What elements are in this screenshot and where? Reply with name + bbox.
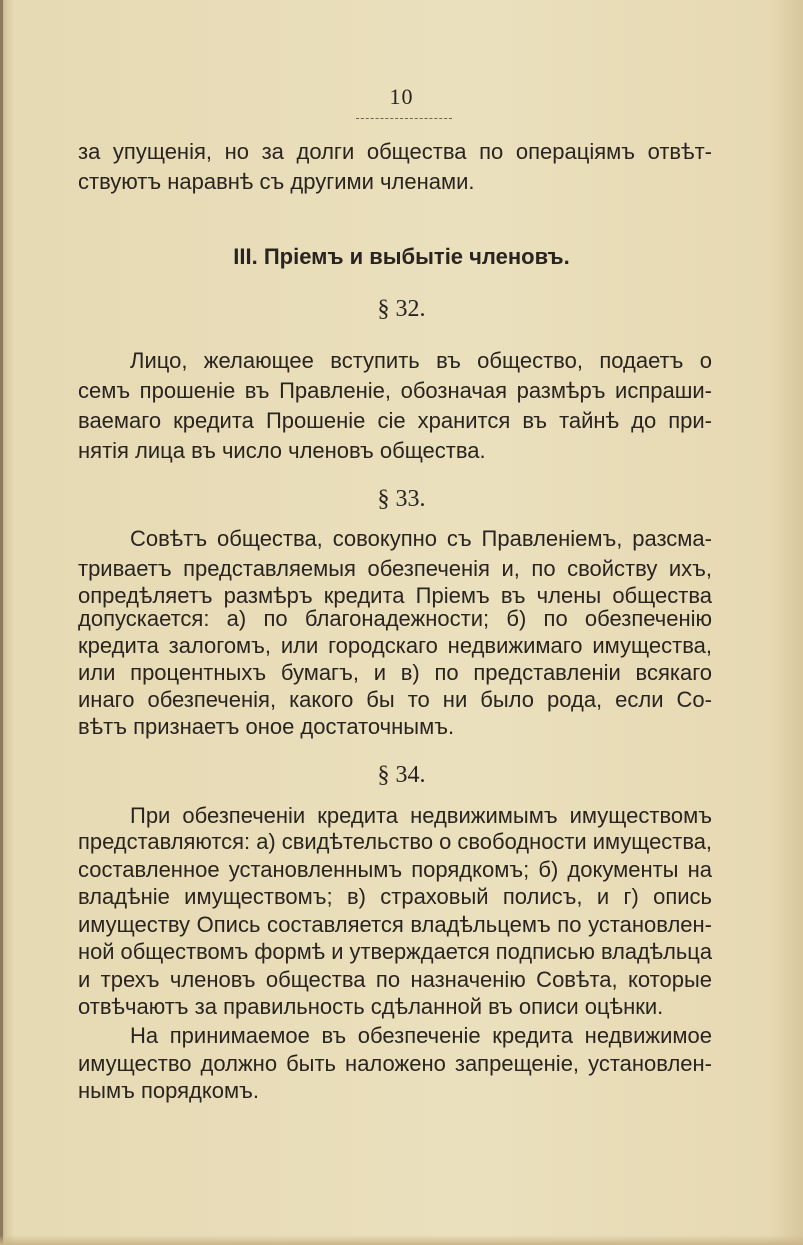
paragraph-line: нымъ порядкомъ. [78, 1078, 259, 1103]
paragraph-line: составленное установленнымъ порядкомъ; б) документы на [78, 857, 712, 882]
section-title: § 33. [377, 486, 426, 512]
paragraph-line: опредѣляетъ размѣръ кредита Пріемъ въ члены общества [78, 583, 712, 608]
page-number-rule [356, 115, 452, 119]
paragraph-line: или процентныхъ бумагъ, и в) по представленіи всякаго [78, 660, 712, 685]
paragraph-line: семъ прошеніе въ Правленіе, обозначая размѣръ испраши- [78, 378, 712, 403]
paragraph-line: владѣніе имуществомъ; в) страховый полисъ, и г) опись [78, 884, 712, 909]
paragraph-line: нятія лица въ число членовъ общества. [78, 438, 486, 463]
paragraph-line: инаго обезпеченія, какого бы то ни было рода, если Со- [78, 687, 712, 712]
paragraph-line: Совѣтъ общества, совокупно съ Правленіемъ, разсма- [130, 526, 712, 551]
paragraph-line: На принимаемое въ обезпеченіе кредита недвижимое [130, 1023, 712, 1048]
paragraph-line: отвѣчаютъ за правильность сдѣланной въ описи оцѣнки. [78, 994, 664, 1019]
paragraph-line: При обезпеченіи кредита недвижимымъ имуществомъ [130, 803, 712, 828]
section-title: § 32. [377, 296, 426, 322]
paragraph-line: представляются: а) свидѣтельство о свободности имущества, [78, 829, 713, 854]
paragraph-line: имущество должно быть наложено запрещеніе, установлен- [78, 1051, 712, 1076]
paragraph-line: Лицо, желающее вступить въ общество, подаетъ о [130, 348, 712, 373]
section-title: § 34. [377, 762, 426, 788]
intro-line: за упущенія, но за долги общества по операціямъ отвѣт- [78, 139, 712, 164]
paragraph-line: ной обществомъ формѣ и утверждается подписью владѣльца [78, 939, 713, 964]
paragraph-line: вѣтъ признаетъ оное достаточнымъ. [78, 714, 455, 739]
page-binding-edge [0, 0, 3, 1245]
paragraph-line: и трехъ членовъ общества по назначенію Совѣта, которые [78, 967, 712, 992]
intro-line: ствуютъ наравнѣ съ другими членами. [78, 169, 475, 194]
paragraph-line: кредита залогомъ, или городскаго недвижимаго имущества, [78, 633, 712, 658]
paragraph-line: допускается: а) по благонадежности; б) по обезпеченію [78, 606, 712, 631]
paragraph-line: ваемаго кредита Прошеніе сіе хранится въ тайнѣ до при- [78, 408, 712, 433]
paragraph-line: имуществу Опись составляется владѣльцемъ по установлен- [78, 912, 712, 937]
page-bottom-edge [0, 1235, 803, 1245]
page-number: 10 [389, 84, 414, 109]
paragraph-line: триваетъ представляемыя обезпеченія и, по свойству ихъ, [78, 556, 712, 581]
chapter-heading: III. Пріемъ и выбытіе членовъ. [233, 244, 570, 269]
